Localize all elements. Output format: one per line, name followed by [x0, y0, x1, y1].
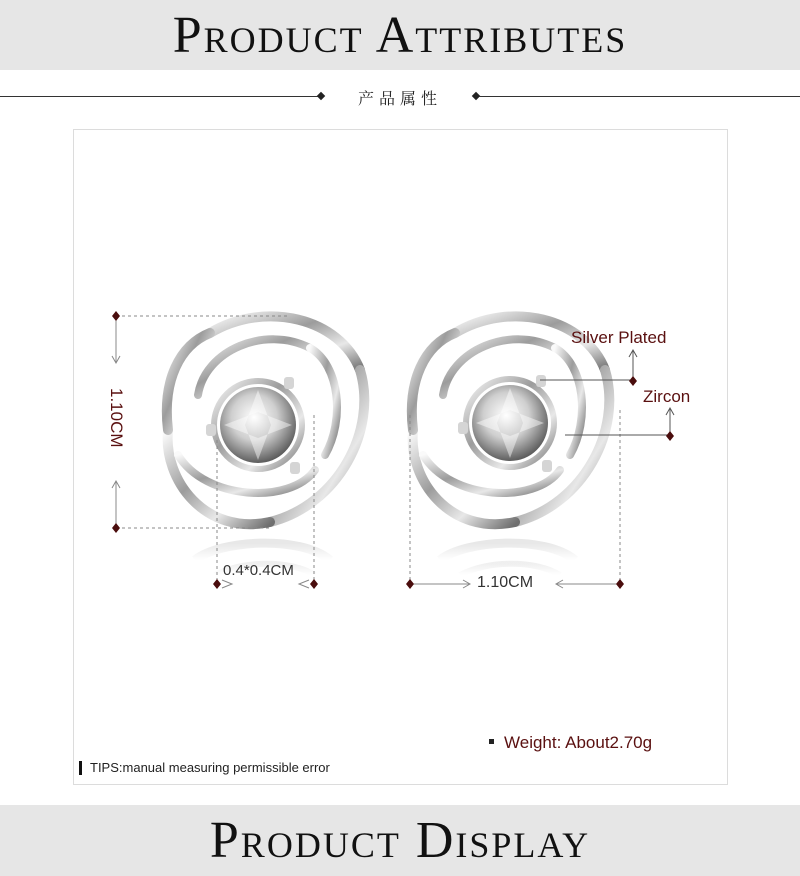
weight-text: Weight: About2.70g: [504, 733, 653, 752]
subheader-text: 产品属性: [357, 89, 442, 108]
material-label: Silver Plated: [571, 328, 667, 347]
weight-info: [489, 733, 652, 753]
earring-right: [412, 316, 609, 575]
width-label: 1.10CM: [477, 574, 534, 591]
dimension-markers: [213, 579, 318, 589]
header-title: Product Attributes: [172, 6, 628, 64]
stone-size-label: 0.4*0.4CM: [223, 562, 294, 579]
stone-label: Zircon: [643, 387, 691, 406]
footer-banner: [0, 805, 800, 876]
tips-note: TIPS:manual measuring permissible error: [79, 761, 330, 775]
height-label: 1.10CM: [107, 388, 126, 448]
bullet-icon: [489, 739, 494, 744]
earring-left: [167, 316, 364, 575]
callout-markers: [629, 376, 674, 441]
footer-title: Product Display: [209, 812, 591, 869]
